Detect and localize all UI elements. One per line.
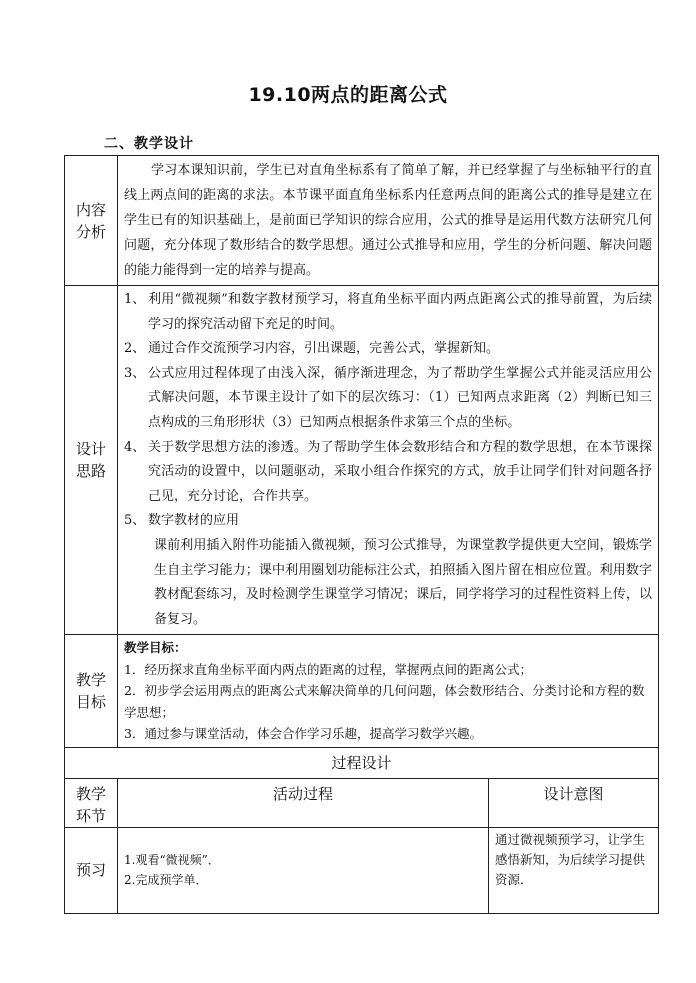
content-analysis-row [65, 156, 659, 286]
section-heading: 二、教学设计 [104, 136, 194, 152]
item-text: 公式应用过程体现了由浅入深，循序渐进理念，为了帮助学生掌握公式并能灵活应用公式解决问题，本节课主设计了如下的层次练习：（1）已知两点求距离（2）判断已知三点构成的三角形形状（3）已知两点根据条件求第三个点的坐标。 [148, 365, 653, 430]
design-item-5-detail: 课前利用插入附件功能插入微视频，预习公式推导，为课堂教学提供更大空间，锻炼学生自主学习能力；课中利用圈划功能标注公式，拍照插入图片留在相应位置。利用数字教材配套练习，及时检测学生课堂学习情况；课后，同学将学习的过程性资料上传，以备复习。 [154, 537, 653, 627]
item-text: 关于数学思想方法的渗透。为了帮助学生体会数形结合和方程的数学思想，在本节课探究活动的设置中，以问题驱动，采取小组合作探究的方式，放手让同学们针对问题各抒己见，充分讨论，合作共享。 [148, 439, 653, 504]
intent-cell: 通过微视频预学习，让学生感悟新知，为后续学习提供资源． [489, 827, 659, 913]
design-item-5 [124, 509, 652, 534]
col-header-stage: 教学环节 [65, 778, 118, 827]
design-item-2 [124, 337, 652, 362]
item-text: 数字教材的应用 [148, 513, 240, 529]
stage-cell: 预习 [65, 827, 118, 913]
activity-cell [118, 827, 489, 913]
col-header-activity: 活动过程 [118, 778, 489, 827]
col-header-intent: 设计意图 [489, 778, 659, 827]
process-header-row [65, 778, 659, 827]
goals-heading: 教学目标： [124, 640, 187, 656]
activity-line: 1.观看“微视频”． [124, 853, 220, 868]
item-number: 3、 [124, 365, 146, 381]
design-idea-row [65, 286, 659, 635]
design-item-3 [124, 362, 652, 436]
design-idea-label: 设计思路 [65, 286, 118, 635]
goal-item: 1．经历探求直角坐标平面内两点的距离的过程，掌握两点间的距离公式； [124, 661, 532, 677]
item-number: 2、 [124, 341, 146, 357]
teaching-goals-label: 教学目标 [65, 635, 118, 748]
teaching-goals-content [118, 635, 659, 748]
goal-item: 2．初步学会运用两点的距离公式来解决简单的几何问题，体会数形结合、分类讨论和方程的数学思想； [124, 683, 645, 720]
item-number: 1、 [124, 292, 146, 307]
activity-line: 2.完成预学单． [124, 873, 208, 888]
design-idea-content [118, 286, 659, 635]
goal-item: 3．通过参与课堂活动，体会合作学习乐趣，提高学习数学兴趣。 [124, 726, 482, 742]
process-title: 过程设计 [65, 747, 659, 778]
lesson-design-table [64, 155, 659, 914]
design-item-1 [124, 288, 652, 337]
item-number: 4、 [124, 439, 146, 455]
item-text: 利用“微视频”和数字教材预学习，将直角坐标平面内两点距离公式的推导前置，为后续学习的探究活动留下充足的时间。 [148, 292, 653, 332]
content-analysis-text: 学习本课知识前，学生已对直角坐标系有了简单了解，并已经掌握了与坐标轴平行的直线上两点间的距离的求法。本节课平面直角坐标系内任意两点间的距离公式的推导是建立在学生已有的知识基础上，是前面已学知识的综合应用，公式的推导是运用代数方法研究几何问题，充分体现了数形结合的数学思想。通过公式推导和应用，学生的分析问题、解决问题的能力能得到一定的培养与提高。 [118, 156, 659, 286]
process-row [65, 827, 659, 913]
content-analysis-label: 内容分析 [65, 156, 118, 286]
document-title: 19.10两点的距离公式 [248, 84, 448, 106]
item-text: 通过合作交流预学习内容，引出课题，完善公式，掌握新知。 [148, 341, 500, 357]
design-item-4 [124, 436, 652, 510]
teaching-goals-row [65, 635, 659, 748]
item-number: 5、 [124, 513, 146, 529]
process-title-row [65, 747, 659, 778]
